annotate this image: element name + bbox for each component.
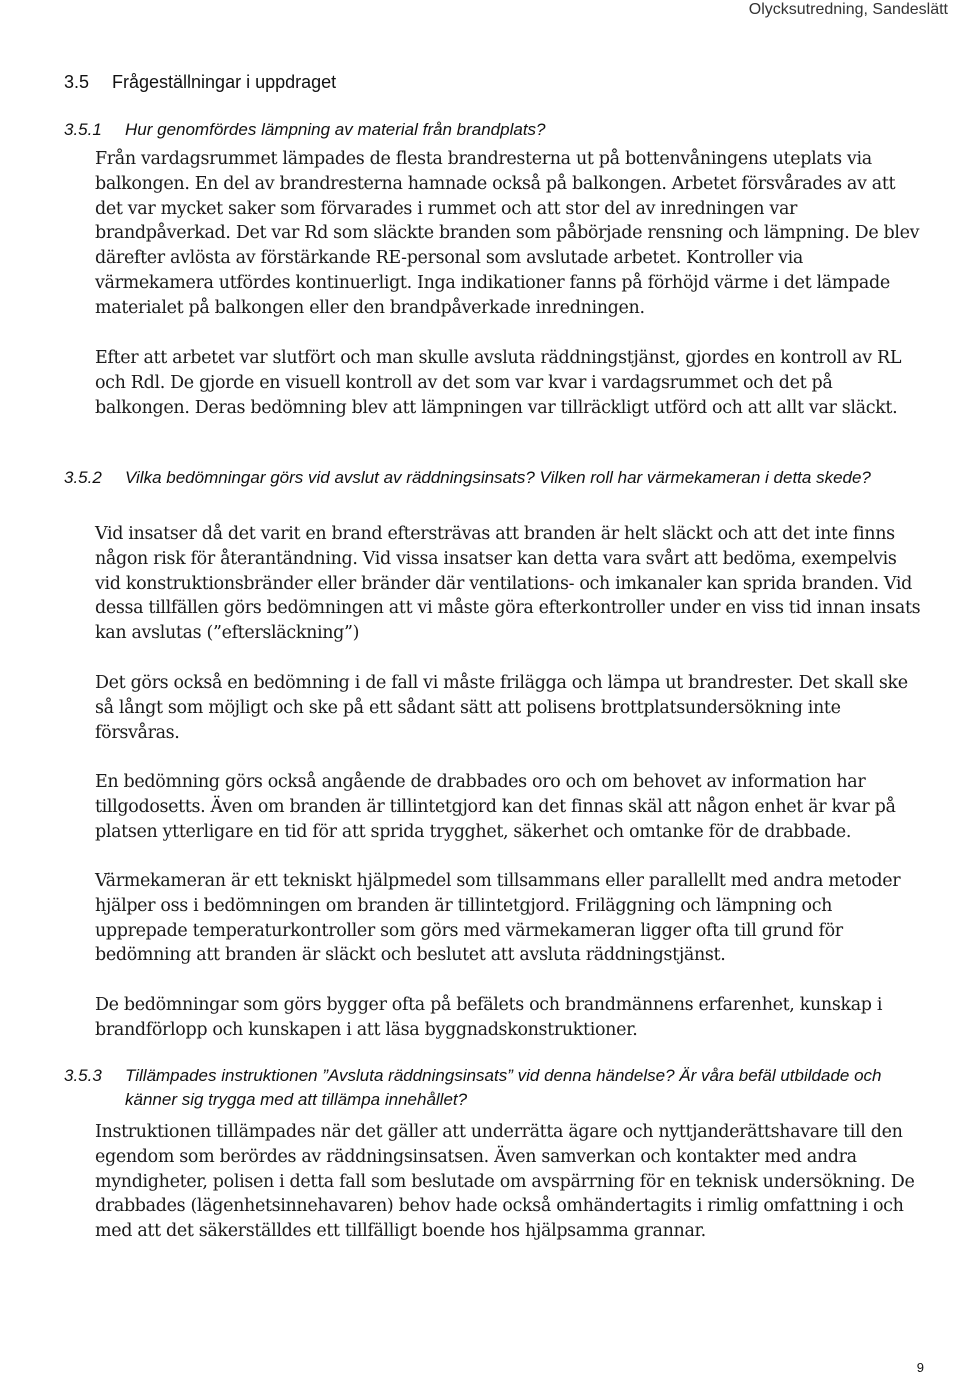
subsection-number: 3.5.1 (64, 120, 102, 139)
subsection-heading-3 (64, 1064, 884, 1112)
subsection-number: 3.5.3 (64, 1066, 102, 1085)
section-heading (64, 70, 336, 94)
paragraph: De bedömningar som görs bygger ofta på befälets och brandmännens erfarenhet, kunskap i brandförlopp och kunskapen i att läsa byggnadskonstruktioner. (95, 995, 883, 1040)
section-title: Frågeställningar i uppdraget (112, 72, 337, 92)
subsection-number: 3.5.2 (64, 468, 102, 487)
subsection-title: Tillämpades instruktionen ”Avsluta räddningsinsats” vid denna händelse? Är våra befäl utbildade och känner sig trygga med att tillämpa innehållet? (125, 1066, 882, 1109)
running-header: Olycksutredning, Sandeslätt (748, 1, 948, 18)
paragraph: Instruktionen tillämpades när det gäller att underrätta ägare och nyttjanderättshavare till den egendom som berördes av räddningsinsatsen. Även samverkan och kontakter med andra myndigheter, polisen i detta fall som beslutade om avspärrning för en teknisk undersökning. De drabbades (lägenhetsinnehavaren) behov hade också omhändertagits i rimlig omfattning i och med att det säkerställdes ett tillfälligt boende hos hjälpsamma grannar. (95, 1122, 915, 1242)
paragraph: Det görs också en bedömning i de fall vi måste frilägga och lämpa ut brandrester. Det skall ske så långt som möjligt och ske på ett sådant sätt att polisens brottplatsundersökning inte försvåras. (95, 673, 908, 743)
section-number: 3.5 (64, 72, 90, 92)
subsection-heading-2 (64, 466, 884, 490)
paragraph: En bedömning görs också angående de drabbades oro och om behovet av information har tillgodosetts. Även om branden är tillintetgjord kan det finnas skäl att någon enhet är kvar på platsen ytterligare en tid för att sprida trygghet, säkerhet och omtanke för de drabbade. (95, 772, 896, 842)
paragraph: Från vardagsrummet lämpades de flesta brandresterna ut på bottenvåningens uteplats via balkongen. En del av brandresterna hamnade också på balkongen. Arbetet försvårades av att det var mycket saker som förvarades i rummet och att stor del av inredningen var brandpåverkad. Det var Rd som släckte branden som påbörjade rensning och lämpning. De blev därefter avlösta av förstärkande RE-personal som avslutade arbetet. Kontroller via värmekamera utfördes kontinuerligt. Inga indikationer fanns på förhöjd värme i det lämpade materialet på balkongen eller den brandpåverkade inredningen. (95, 149, 920, 318)
subsection-title: Vilka bedömningar görs vid avslut av räddningsinsats? Vilken roll har värmekameran i detta skede? (125, 468, 871, 487)
subsection-heading-1 (64, 118, 884, 142)
paragraph: Värmekameran är ett tekniskt hjälpmedel som tillsammans eller parallellt med andra metoder hjälper oss i bedömningen om branden är tillintetgjord. Friläggning och lämpning och upprepade temperaturkontroller som görs med värmekameran ligger ofta till grund för bedömning att branden är släckt och beslutet att avsluta räddningstjänst. (95, 871, 901, 966)
page-number: 9 (916, 1360, 924, 1375)
subsection-title: Hur genomfördes lämpning av material från brandplats? (125, 120, 546, 139)
paragraph: Efter att arbetet var slutfört och man skulle avsluta räddningstjänst, gjordes en kontroll av RL och Rdl. De gjorde en visuell kontroll av det som var kvar i vardagsrummet och det på balkongen. Deras bedömning blev att lämpningen var tillräckligt utförd och att allt var släckt. (95, 348, 902, 418)
paragraph: Vid insatser då det varit en brand eftersträvas att branden är helt släckt och att det inte finns någon risk för återantändning. Vid vissa insatser kan detta vara svårt att bedöma, exempelvis vid konstruktionsbränder eller bränder där ventilations- och imkanaler kan sprida branden. Vid dessa tillfällen görs bedömningen att vi måste göra efterkontroller under en viss tid innan insats kan avslutas (”eftersläckning”) (95, 524, 921, 644)
